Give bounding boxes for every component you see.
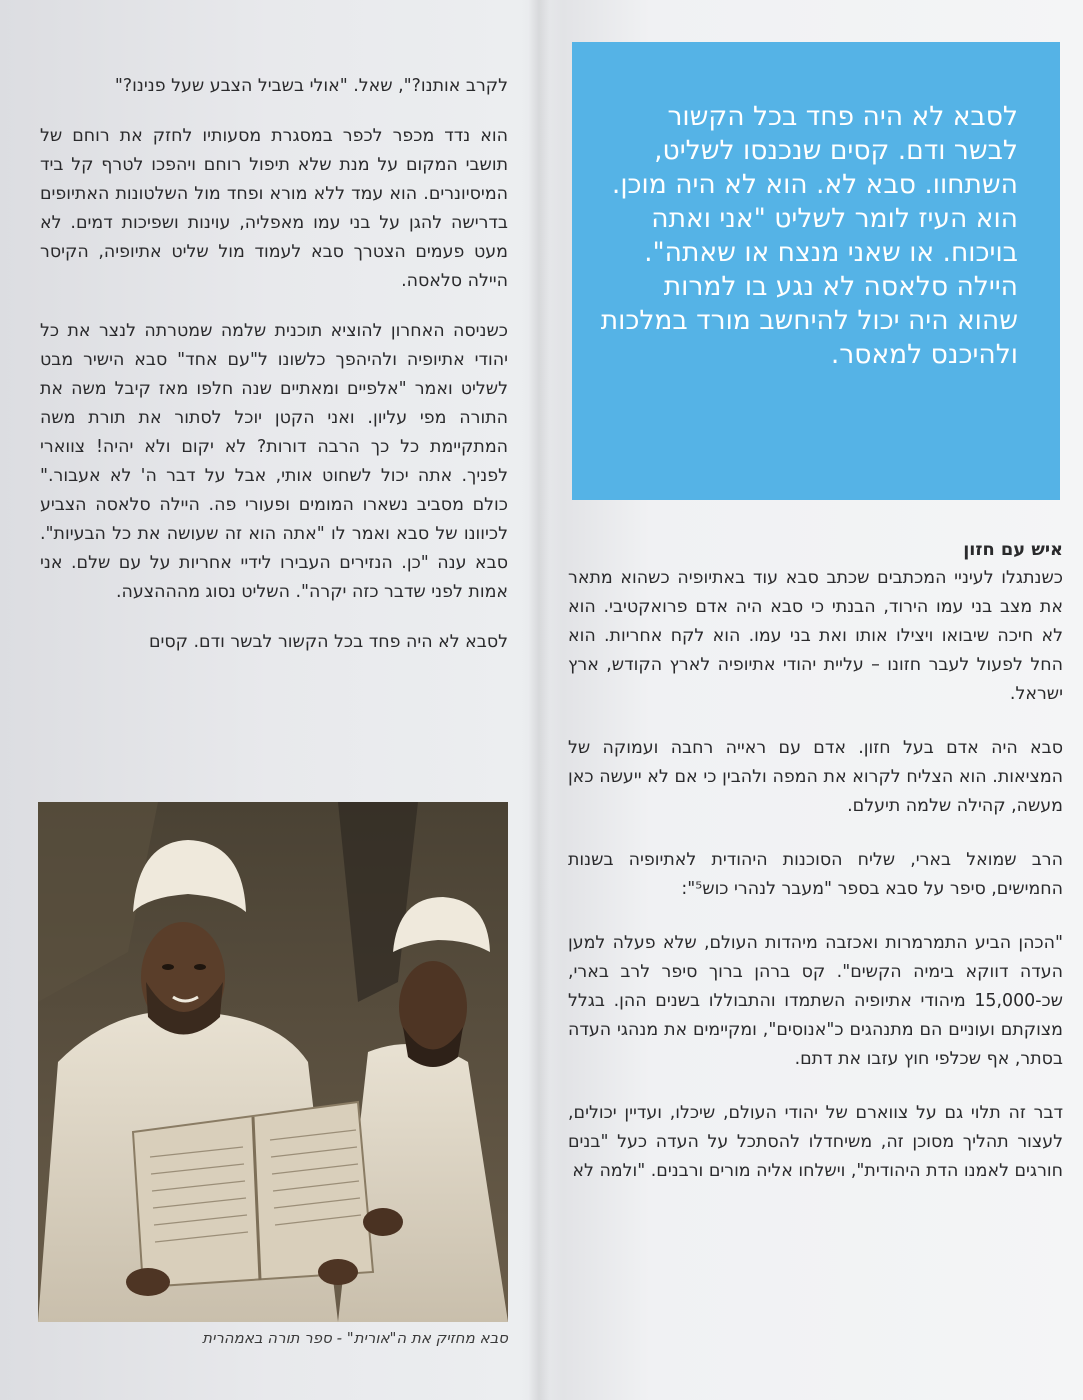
left-paragraph-1: לקרב אותנו?", שאל. "אולי בשביל הצבע שעל פנינו?" — [114, 76, 508, 96]
page-fold — [528, 0, 550, 1400]
right-paragraph-2: סבא היה אדם בעל חזון. אדם עם ראייה רחבה ועמוקה של המציאות. הוא הצליח לקרוא את המפה ולהבין כי אם לא ייעשה כאן מעשה, קהילה שלמה תיעלם. — [568, 738, 1063, 816]
right-paragraph-5: דבר זה תלוי גם על צווארם של יהודי העולם, שיכלו, ועדיין יכולים, לעצור תהליך מסוכן זה, משיחדלו להסתכל על העדה כעל "בנים חורגים לאמנו הדת היהודית", וישלחו אליה מורים ורבנים. "ולמה לא — [568, 1103, 1063, 1181]
section-heading: איש עם חזון — [963, 539, 1063, 560]
left-paragraph-3: כשניסה האחרון להוציא תוכנית שלמה שמטרתה לנצר את כל יהודי אתיופיה ולהיהפך כלשונו ל"עם אחד" סבא הישיר מבט לשליט ואמר "אלפיים ומאתיים שנה חלפו מאז קיבל משה את התורה מפי עליון. ואני הקטן יוכל לסתור את תורת משה המתקיימת כל כך הרבה דורות? לא יקום ולא יהיה! צווארי לפניך. אתה יכול לשחוט אותי, אבל על דבר ה' לא אעבור." כולם מסביב נשארו המומים ופעורי פה. היילה סלאסה הצביע לכיוונו של סבא ואמר לו "אתה הוא זה שעושה את כל הבעיות". סבא ענה "כן. הנזירים העבירו לידיי אחריות על עם שלם. אני אמות לפני שדבר כזה יקרה". השליט נסוג מהההצעה. — [40, 321, 508, 602]
pull-quote-text: לסבא לא היה פחד בכל הקשור לבשר ודם. קסים שנכנסו לשליט, השתחוו. סבא לא. הוא לא היה מוכן. הוא העיז לומר לשליט "אני ואתה בויכוח. או שאני מנצח או שאתה". היילה סלאסה לא נגע בו למרות שהוא היה יכול להיחשב מורד במלכות ולהיכנס למאסר. — [600, 101, 1018, 370]
photo-illustration — [38, 802, 508, 1322]
left-paragraph-2: הוא נדד מכפר לכפר במסגרת מסעותיו לחזק את רוחם של תושבי המקום על מנת שלא תיפול רוחם ויהפכו לטרף קל ביד המיסיונרים. הוא עמד ללא מורא ופחד מול השלטונות האתיופים בדרישה להגן על בני עמו מאפליה, עוינות ושפיכות דמים. לא מעט פעמים הצטרך סבא לעמוד מול שליט אתיופיה, הקיסר היילה סלאסה. — [40, 126, 508, 291]
right-paragraph-3: הרב שמואל בארי, שליח הסוכנות היהודית לאתיופיה בשנות החמישים, סיפר על סבא בספר "מעבר לנהרי כוש⁵": — [568, 850, 1063, 899]
right-paragraph-1: כשנתגלו לעיניי המכתבים שכתב סבא עוד באתיופיה כשהוא מתאר את מצב בני עמו הירוד, הבנתי כי סבא היה אדם פרואקטיבי. הוא לא חיכה שיבואו ויצילו אותו ואת בני עמו. הוא לקח אחריות. הוא החל לפעול לעבר חזונו – עליית יהודי אתיופיה לארץ הקודש, ארץ ישראל. — [568, 568, 1063, 704]
left-paragraph-4: לסבא לא היה פחד בכל הקשור לבשר ודם. קסים — [148, 632, 508, 652]
left-column — [40, 72, 508, 678]
right-column — [568, 535, 1063, 1211]
photo-caption: סבא מחזיק את ה"אורית" - ספר תורה באמהרית — [202, 1329, 508, 1347]
pull-quote-box — [572, 42, 1060, 500]
photo-elders-holding-torah — [38, 802, 508, 1322]
right-paragraph-4: "הכהן הביע התמרמרות ואכזבה מיהדות העולם, שלא פעלה למען העדה דווקא בימיה הקשים". קס ברהן ברוך סיפר לרב בארי, שכ-15,000 מיהודי אתיופיה השתמדו והתבוללו בשנים ההן. בגלל מצוקתם ועוניים הם מתנהגים כ"אנוסים", ומקיימים את מנהגי העדה בסתר, אף שכלפי חוץ עזבו את דתם. — [568, 933, 1063, 1069]
